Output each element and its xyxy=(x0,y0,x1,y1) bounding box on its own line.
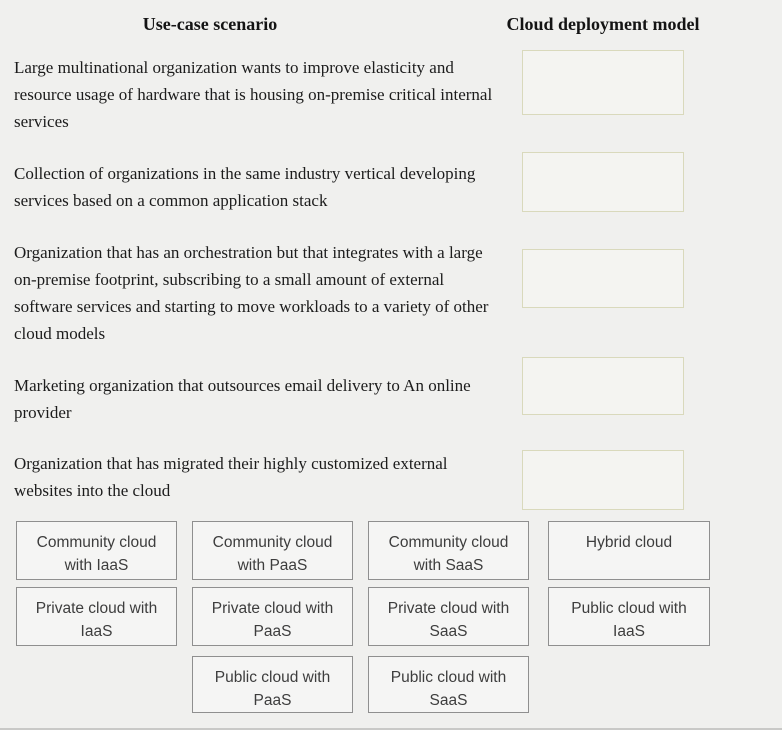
option-label: with SaaS xyxy=(413,557,484,574)
option-label: with IaaS xyxy=(64,557,129,574)
option-community-cloud-with-paas[interactable] xyxy=(192,521,353,580)
scenario-text-4: Marketing organization that outsources email delivery to An online provider xyxy=(14,376,471,422)
scenario-text-1: Large multinational organization wants to improve elasticity and resource usage of hardware that is housing on-premise critical internal services xyxy=(14,58,493,131)
option-label: Hybrid cloud xyxy=(585,534,673,551)
scenario-text-5: Organization that has migrated their highly customized external websites into the cloud xyxy=(14,454,448,500)
option-label: PaaS xyxy=(253,623,292,640)
option-label: with PaaS xyxy=(237,557,308,574)
option-label: Private cloud with xyxy=(211,600,334,617)
option-community-cloud-with-iaas[interactable] xyxy=(16,521,177,580)
option-private-cloud-with-iaas[interactable] xyxy=(16,587,177,646)
option-private-cloud-with-saas[interactable] xyxy=(368,587,529,646)
drop-target-4[interactable] xyxy=(522,357,684,415)
option-label: Community cloud xyxy=(212,534,333,551)
option-label: Public cloud with xyxy=(571,600,687,617)
drop-target-2[interactable] xyxy=(522,152,684,212)
drop-target-1[interactable] xyxy=(522,50,684,115)
column-header-cloud-deployment-model: Cloud deployment model xyxy=(506,14,700,34)
option-private-cloud-with-paas[interactable] xyxy=(192,587,353,646)
option-label: Public cloud with xyxy=(214,669,331,686)
option-label: IaaS xyxy=(80,623,113,640)
option-hybrid-cloud[interactable] xyxy=(548,521,710,580)
option-label: IaaS xyxy=(613,623,645,640)
option-public-cloud-with-iaas[interactable] xyxy=(548,587,710,646)
option-label: Private cloud with xyxy=(35,600,158,617)
option-label: Community cloud xyxy=(388,534,509,551)
option-public-cloud-with-saas[interactable] xyxy=(368,656,529,713)
scenario-text-2: Collection of organizations in the same industry vertical developing services based on a common application stack xyxy=(14,164,476,210)
drop-target-5[interactable] xyxy=(522,450,684,510)
option-public-cloud-with-paas[interactable] xyxy=(192,656,353,713)
scenario-text-3: Organization that has an orchestration but that integrates with a large on-premise footprint, subscribing to a small amount of external software services and starting to move workloads to a variety of other cloud models xyxy=(14,243,489,343)
option-community-cloud-with-saas[interactable] xyxy=(368,521,529,580)
option-label: Private cloud with xyxy=(387,600,510,617)
drop-target-3[interactable] xyxy=(522,249,684,308)
option-label: Public cloud with xyxy=(390,669,507,686)
option-label: PaaS xyxy=(253,692,292,709)
option-label: Community cloud xyxy=(36,534,157,551)
option-label: SaaS xyxy=(429,623,468,640)
column-header-use-case-scenario: Use-case scenario xyxy=(142,14,278,34)
option-label: SaaS xyxy=(429,692,468,709)
